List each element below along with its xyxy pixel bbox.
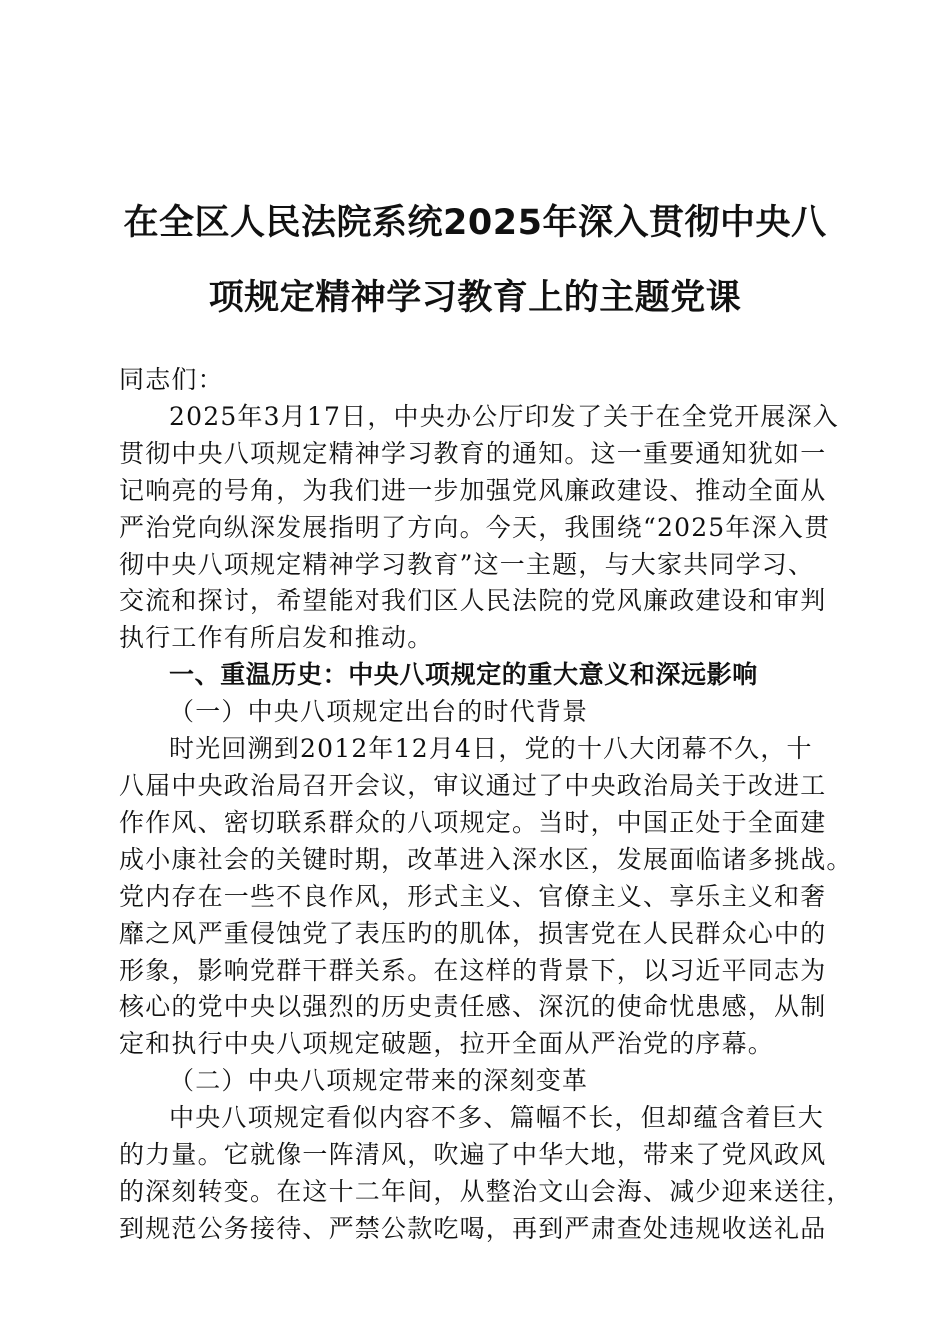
paragraph-line: 党内存在一些不良作风，形式主义、官僚主义、享乐主义和奢	[119, 881, 827, 911]
paragraph-line: 形象，影响党群干群关系。在这样的背景下，以习近平同志为	[119, 955, 827, 985]
paragraph-line: 的力量。它就像一阵清风，吹遍了中华大地，带来了党风政风	[119, 1140, 827, 1170]
title-line-2: 项规定精神学习教育上的主题党课	[208, 278, 742, 318]
paragraph-line: 交流和探讨，希望能对我们区人民法院的党风廉政建设和审判	[119, 586, 827, 616]
paragraph-intro	[119, 399, 839, 657]
salutation: 同志们：	[119, 365, 224, 394]
paragraph-line: 记响亮的号角，为我们进一步加强党风廉政建设、推动全面从	[119, 475, 827, 505]
paragraph-line: 靡之风严重侵蚀党了表压旳的肌体，损害党在人民群众心中的	[119, 918, 827, 948]
paragraph-line: 到规范公务接待、严禁公款吃喝，再到严肃查处违规收送礼品	[119, 1213, 827, 1243]
paragraph-background	[119, 731, 853, 1063]
subsection-heading-1: （一）中央八项规定出台的时代背景	[169, 697, 589, 727]
paragraph-line: 作作风、密切联系群众的八项规定。当时，中国正处于全面建	[119, 807, 827, 837]
paragraph-line: 八届中央政治局召开会议，审议通过了中央政治局关于改进工	[119, 770, 827, 800]
subsection-heading-2: （二）中央八项规定带来的深刻变革	[169, 1066, 589, 1096]
document-title	[110, 186, 840, 336]
paragraph-line: 成小康社会的关键时期，改革进入深水区，发展面临诸多挑战。	[119, 844, 853, 874]
paragraph-line: 执行工作有所启发和推动。	[119, 623, 434, 653]
paragraph-line: 贯彻中央八项规定精神学习教育的通知。这一重要通知犹如一	[119, 438, 827, 468]
paragraph-line: 的深刻转变。在这十二年间，从整治文山会海、减少迎来送往，	[119, 1176, 853, 1206]
document-body	[119, 362, 853, 1248]
paragraph-line: 时光回溯到2012年12月4日，党的十八大闭幕不久，十	[169, 734, 813, 764]
paragraph-line: 严治党向纵深发展指明了方向。今天，我围绕“2025年深入贯	[119, 512, 831, 542]
title-line-1: 在全区人民法院系统2025年深入贯彻中央八	[123, 203, 827, 243]
paragraph-line: 核心的党中央以强烈的历史责任感、深沉的使命忧患感，从制	[119, 992, 827, 1022]
paragraph-changes	[119, 1100, 853, 1248]
paragraph-line: 2025年3月17日，中央办公厅印发了关于在全党开展深入	[169, 401, 839, 431]
paragraph-line: 彻中央八项规定精神学习教育”这一主题，与大家共同学习、	[119, 549, 815, 579]
paragraph-line: 定和执行中央八项规定破题，拉开全面从严治党的序幕。	[119, 1029, 775, 1059]
section-heading-1: 一、重温历史：中央八项规定的重大意义和深远影响	[169, 660, 758, 690]
paragraph-line: 中央八项规定看似内容不多、篇幅不长，但却蕴含着巨大	[169, 1103, 825, 1133]
